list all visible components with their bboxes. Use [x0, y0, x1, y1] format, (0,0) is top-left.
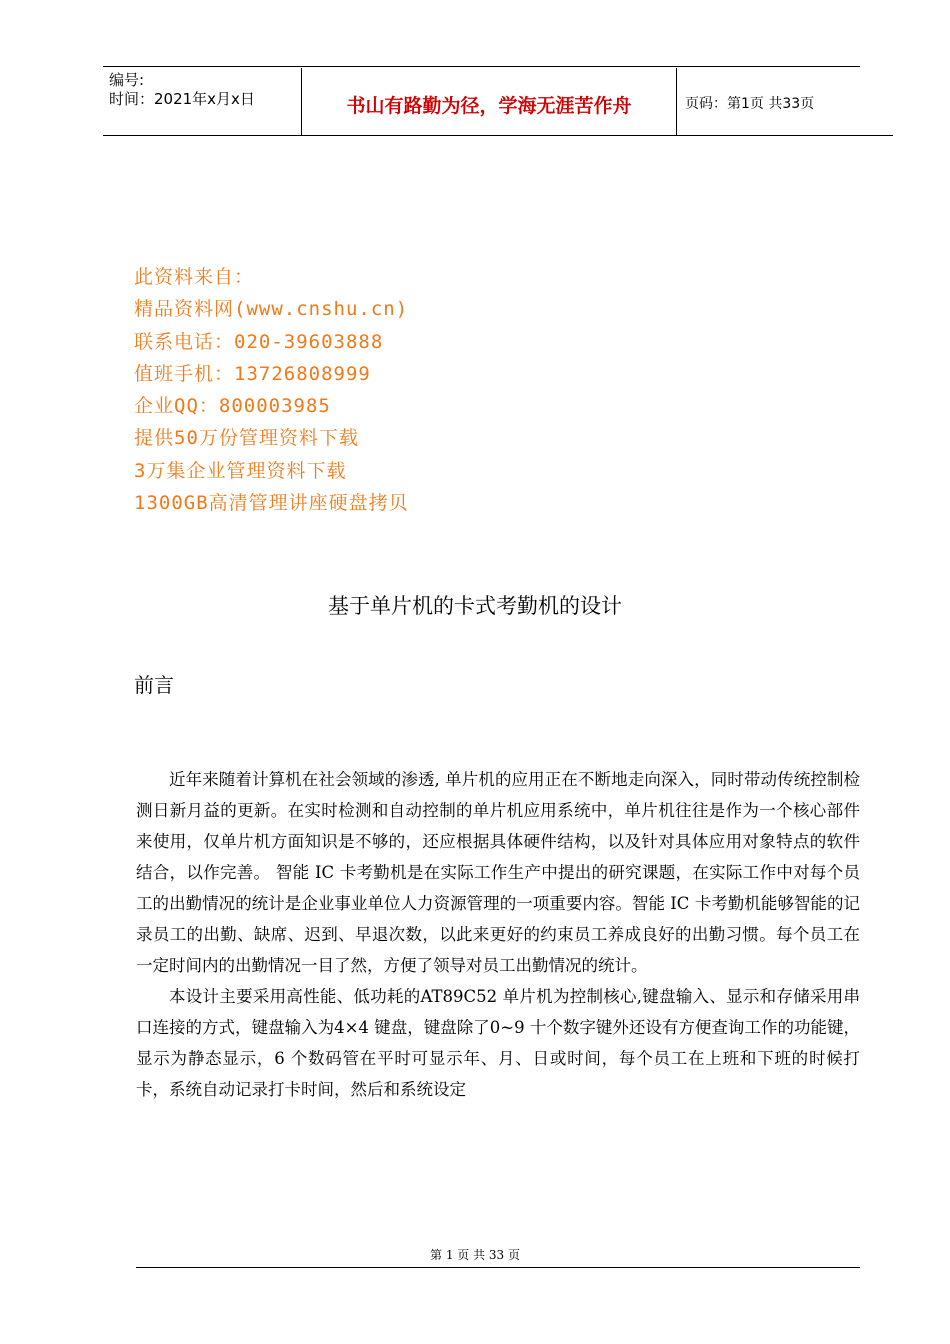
body-paragraph: 近年来随着计算机在社会领域的渗透, 单片机的应用正在不断地走向深入，同时带动传统控制检测日新月益的更新。在实时检测和自动控制的单片机应用系统中，单片机往往是作为一个核心部件来使用，仅单片机方面知识是不够的，还应根据具体硬件结构，以及针对具体应用对象特点的软件结合，以作完善。 智能 IC 卡考勤机是在实际工作生产中提出的研究课题，在实际工作中对每个员工的出勤情况的统计是企业事业单位人力资源管理的一项重要内容。智能 IC 卡考勤机能够智能的记录员工的出勤、缺席、迟到、早退次数，以此来更好的约束员工养成良好的出勤习惯。每个员工在一定时间内的出勤情况一目了然，方便了领导对员工出勤情况的统计。 — [136, 770, 860, 975]
promo-line: 企业QQ：800003985 — [134, 395, 331, 418]
promo-line: 精品资料网(www.cnshu.cn) — [134, 298, 409, 321]
header-top-rule — [103, 66, 860, 67]
promo-line: 联系电话：020-39603888 — [134, 330, 384, 353]
page-header — [103, 68, 893, 136]
number-label: 编号: — [109, 71, 145, 89]
body-paragraph: 本设计主要采用高性能、低功耗的AT89C52 单片机为控制核心,键盘输入、显示和存储采用串口连接的方式，键盘输入为4×4 键盘，键盘除了0~9 十个数字键外还设有方便查询工作的功能键，显示为静态显示，6 个数码管在平时可显示年、月、日或时间，每个员工在上班和下班的时候打卡，系统自动记录打卡时间，然后和系统设定 — [136, 987, 860, 1099]
header-page-info: 页码：第1页 共33页 — [685, 96, 815, 112]
promo-block — [134, 261, 409, 519]
footer-page-number: 第 1 页 共 33 页 — [430, 1248, 520, 1262]
promo-line: 1300GB高清管理讲座硬盘拷贝 — [134, 492, 409, 515]
promo-line: 3万集企业管理资料下载 — [134, 459, 347, 482]
document-title: 基于单片机的卡式考勤机的设计 — [328, 594, 622, 618]
section-heading: 前言 — [134, 673, 174, 697]
header-motto: 书山有路勤为径，学海无涯苦作舟 — [302, 68, 677, 135]
footer-rule — [136, 1267, 860, 1268]
time-label: 时间：2021年x月x日 — [109, 90, 255, 108]
document-body — [136, 764, 860, 1105]
promo-line: 提供50万份管理资料下载 — [134, 427, 359, 450]
promo-line: 值班手机：13726808999 — [134, 362, 371, 385]
header-left-cell — [103, 68, 302, 135]
promo-line: 此资料来自： — [134, 266, 255, 288]
